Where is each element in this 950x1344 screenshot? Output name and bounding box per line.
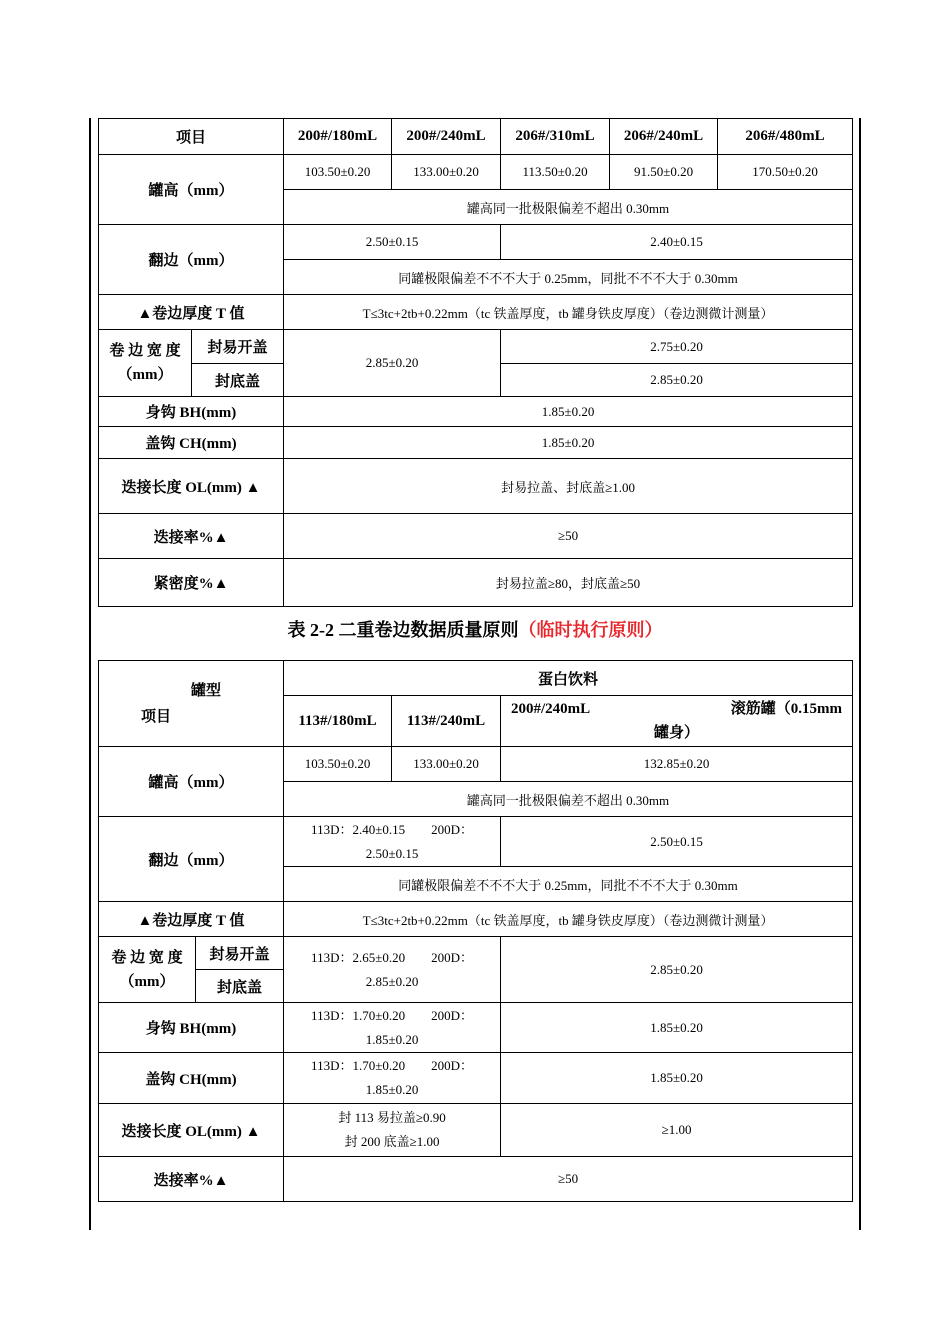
header-item: 项目 [141, 708, 172, 725]
page-border-right [859, 118, 861, 1230]
thickness-value: T≤3tc+2tb+0.22mm（tc 铁盖厚度，tb 罐身铁皮厚度）（卷边测微计测量） [284, 902, 853, 937]
can-height-label: 罐高（mm） [99, 747, 284, 817]
can-height-value: 133.00±0.20 [392, 155, 501, 190]
body-hook-value-1 [284, 1003, 501, 1053]
flange-note: 同罐极限偏差不不不大于 0.25mm，同批不不不大于 0.30mm [284, 260, 853, 295]
seam-width-label: 卷 边 宽 度（mm） [99, 330, 192, 397]
seam-width-value-bottom: 2.85±0.20 [501, 364, 853, 397]
overlap-length-label: 迭接长度 OL(mm) ▲ [99, 1104, 284, 1157]
can-height-value: 103.50±0.20 [284, 155, 392, 190]
header-type-item [99, 661, 284, 747]
overlap-rate-label: 迭接率%▲ [99, 514, 284, 559]
seam-width-value-1-line2: 2.85±0.20 [365, 973, 419, 989]
flange-value-1-line2: 2.50±0.15 [365, 845, 419, 861]
seam-width-value-easy-open: 2.75±0.20 [501, 330, 853, 364]
seam-width-value-2: 2.85±0.20 [501, 937, 853, 1003]
can-height-value-3: 132.85±0.20 [501, 747, 853, 782]
header-col-1: 200#/180mL [284, 119, 392, 155]
can-height-label: 罐高（mm） [99, 155, 284, 225]
overlap-rate-value: ≥50 [284, 514, 853, 559]
body-hook-value-1-line1: 113D：1.70±0.20 200D： [311, 1007, 473, 1023]
flange-value-1: 2.50±0.15 [284, 225, 501, 260]
cover-hook-value-1 [284, 1053, 501, 1104]
header-col-2: 113#/240mL [392, 696, 501, 747]
header-type: 罐型 [191, 682, 222, 699]
overlap-length-value: 封易拉盖、封底盖≥1.00 [284, 459, 853, 514]
can-height-value-2: 133.00±0.20 [392, 747, 501, 782]
thickness-label: ▲卷边厚度 T 值 [99, 295, 284, 330]
body-hook-value: 1.85±0.20 [284, 397, 853, 427]
body-hook-value-2: 1.85±0.20 [501, 1003, 853, 1053]
thickness-label: ▲卷边厚度 T 值 [99, 902, 284, 937]
header-col-3: 206#/310mL [501, 119, 610, 155]
can-height-note: 罐高同一批极限偏差不超出 0.30mm [284, 190, 853, 225]
seam-width-sub-bottom: 封底盖 [192, 364, 284, 397]
can-height-value: 170.50±0.20 [718, 155, 853, 190]
seam-width-value-1 [284, 937, 501, 1003]
caption-red: （临时执行原则） [518, 620, 663, 640]
flange-value-1 [284, 817, 501, 867]
can-height-value: 113.50±0.20 [501, 155, 610, 190]
can-height-note: 罐高同一批极限偏差不超出 0.30mm [284, 782, 853, 817]
flange-value-1-line1: 113D：2.40±0.15 200D： [311, 821, 473, 837]
overlap-length-value-1-line2: 封 200 底盖≥1.00 [344, 1134, 440, 1149]
body-hook-label: 身钩 BH(mm) [99, 1003, 284, 1053]
header-col-3-a: 200#/240mL [511, 701, 591, 717]
seam-width-sub-easy-open: 封易开盖 [192, 330, 284, 364]
caption-main: 表 2-2 二重卷边数据质量原则 [287, 620, 519, 640]
header-item: 项目 [99, 119, 284, 155]
header-col-3 [501, 696, 853, 747]
flange-value-2: 2.50±0.15 [501, 817, 853, 867]
cover-hook-value-2: 1.85±0.20 [501, 1053, 853, 1104]
header-col-3-b: 滚筋罐（0.15mm [730, 701, 843, 717]
overlap-length-label: 迭接长度 OL(mm) ▲ [99, 459, 284, 514]
cover-hook-value-1-line2: 1.85±0.20 [365, 1082, 419, 1097]
can-height-value-1: 103.50±0.20 [284, 747, 392, 782]
overlap-rate-label: 迭接率%▲ [99, 1157, 284, 1202]
flange-value-2: 2.40±0.15 [501, 225, 853, 260]
cover-hook-value: 1.85±0.20 [284, 427, 853, 459]
overlap-length-value-2: ≥1.00 [501, 1104, 853, 1157]
overlap-rate-value: ≥50 [284, 1157, 853, 1202]
body-hook-value-1-line2: 1.85±0.20 [365, 1031, 419, 1047]
overlap-length-value-1-line1: 封 113 易拉盖≥0.90 [338, 1110, 446, 1125]
header-col-3-c: 罐身） [654, 725, 700, 741]
tightness-value: 封易拉盖≥80，封底盖≥50 [284, 559, 853, 607]
header-col-1: 113#/180mL [284, 696, 392, 747]
thickness-value: T≤3tc+2tb+0.22mm（tc 铁盖厚度，tb 罐身铁皮厚度）（卷边测微计测量） [284, 295, 853, 330]
seam-width-sub-bottom: 封底盖 [196, 970, 284, 1003]
seam-width-value-1-line1: 113D：2.65±0.20 200D： [311, 949, 473, 965]
header-group: 蛋白饮料 [284, 661, 853, 696]
header-col-4: 206#/240mL [610, 119, 718, 155]
seam-standard-table-2 [98, 660, 853, 1202]
header-col-2: 200#/240mL [392, 119, 501, 155]
seam-standard-table-1 [98, 118, 853, 607]
overlap-length-value-1 [284, 1104, 501, 1157]
header-col-5: 206#/480mL [718, 119, 853, 155]
flange-note: 同罐极限偏差不不不大于 0.25mm，同批不不不大于 0.30mm [284, 867, 853, 902]
table-2-caption [0, 616, 950, 642]
seam-width-value-left: 2.85±0.20 [284, 330, 501, 397]
flange-label: 翻边（mm） [99, 817, 284, 902]
seam-width-label: 卷 边 宽 度（mm） [99, 937, 196, 1003]
flange-label: 翻边（mm） [99, 225, 284, 295]
tightness-label: 紧密度%▲ [99, 559, 284, 607]
page-border-left [89, 118, 91, 1230]
cover-hook-label: 盖钩 CH(mm) [99, 1053, 284, 1104]
seam-width-sub-easy-open: 封易开盖 [196, 937, 284, 970]
cover-hook-value-1-line1: 113D：1.70±0.20 200D： [311, 1058, 473, 1073]
body-hook-label: 身钩 BH(mm) [99, 397, 284, 427]
cover-hook-label: 盖钩 CH(mm) [99, 427, 284, 459]
can-height-value: 91.50±0.20 [610, 155, 718, 190]
